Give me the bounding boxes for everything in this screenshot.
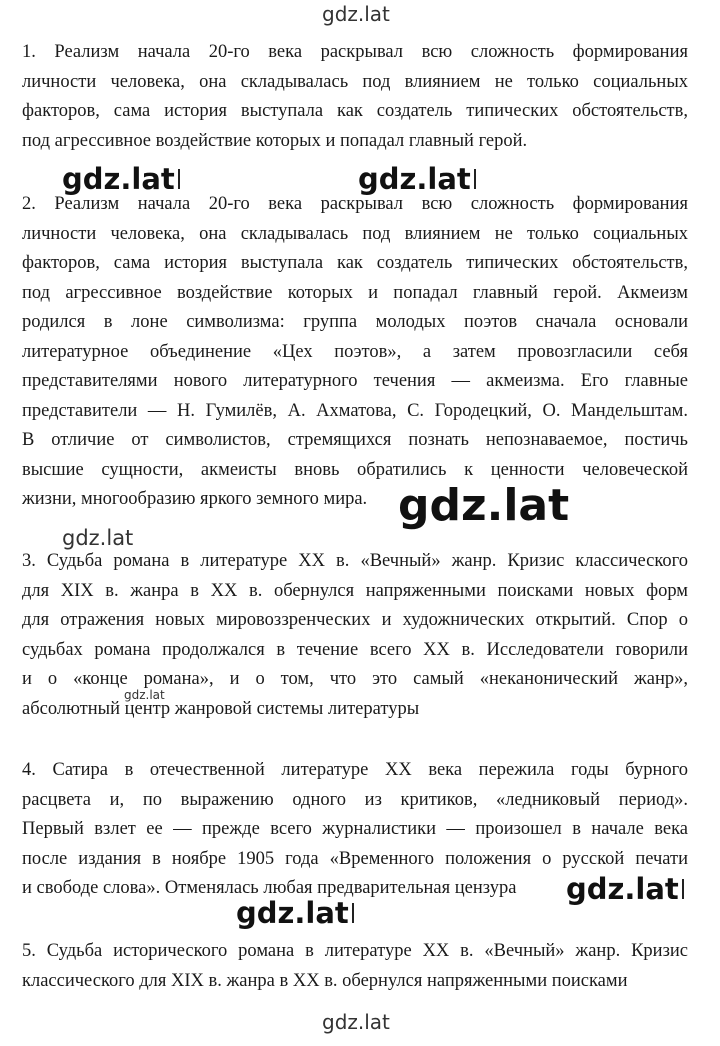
watermark-cursor-icon [682,879,684,899]
watermark-text: gdz.lat [566,872,679,906]
watermark-text: gdz.lat [62,162,175,196]
text-line: представителями нового литературного течения — акмеизма. Его главные [22,371,688,391]
watermark-large-right [566,872,684,906]
watermark-bottom: gdz.lat [322,1010,390,1034]
text-line: 2. Реализм начала 20-го века раскрывал всю сложность формирования [22,194,688,214]
text-line: под агрессивное воздействие которых и попадал главный герой. Акмеизм [22,282,688,303]
text-line: личности человека, она складывалась под влиянием не только социальных [22,223,688,244]
text-line: и свободе слова». Отменялась любая предварительная цензура [22,878,517,898]
paragraph-2 [22,190,688,515]
watermark-text: gdz.lat [358,162,471,196]
paragraph-3 [22,547,688,724]
text-line: жизни, многообразию яркого земного мира. [22,489,368,509]
text-line: под агрессивное воздействие которых и попадал главный герой. [22,130,528,151]
text-line: судьбах романа продолжался в течение всего XX в. Исследователи говорили [22,639,688,660]
watermark-top: gdz.lat [322,2,390,26]
watermark-large-center [358,162,476,196]
text-line: 5. Судьба исторического романа в литературе XX в. «Вечный» жанр. Кризис [22,941,688,961]
text-line: 1. Реализм начала 20-го века раскрывал всю сложность формирования [22,42,688,62]
text-line: родился в лоне символизма: группа молодых поэтов сначала основали [22,312,688,332]
text-line: расцвета и, по выражению одного из критиков, «ледниковый период». [22,789,688,810]
text-line: В отличие от символистов, стремящихся познать непознаваемое, постичь [22,430,688,450]
text-line: факторов, сама история выступала как создатель типических обстоятельств, [22,253,688,273]
text-line: личности человека, она складывалась под влиянием не только социальных [22,71,688,92]
text-line: для XIX в. жанра в XX в. обернулся напряженными поисками новых форм [22,580,688,601]
watermark-text: gdz.lat [236,896,349,930]
watermark-cursor-icon [352,903,354,923]
text-line: абсолютный центр жанровой системы литературы [22,698,420,719]
text-line: классического для XIX в. жанра в XX в. обернулся напряженными поисками [22,970,628,991]
text-line: Первый взлет ее — прежде всего журналистики — произошел в начале века [22,819,688,839]
watermark-tiny: gdz.lat [124,688,165,702]
text-line: 3. Судьба романа в литературе XX в. «Вечный» жанр. Кризис классического [22,551,688,571]
watermark-cursor-icon [178,169,180,189]
text-line: литературное объединение «Цех поэтов», а затем провозгласили себя [22,341,688,362]
text-line: и о «конце романа», и о том, что это самый «неканонический жанр», [22,669,688,689]
text-line: высшие сущности, акмеисты вновь обратились к ценности человеческой [22,459,688,480]
watermark-cursor-icon [474,169,476,189]
watermark-xlarge: gdz.lat [398,480,570,531]
watermark-large-lower [236,896,354,930]
paragraph-5 [22,937,688,996]
paragraph-1 [22,38,688,156]
watermark-large-left [62,162,180,196]
watermark-small-left: gdz.lat [62,526,134,550]
text-line: для отражения новых мировоззренческих и художнических открытий. Спор о [22,610,688,630]
text-line: факторов, сама история выступала как создатель типических обстоятельств, [22,101,688,121]
text-line: после издания в ноябре 1905 года «Временного положения о русской печати [22,848,688,869]
text-line: 4. Сатира в отечественной литературе XX века пережила годы бурного [22,760,688,780]
text-line: представители — Н. Гумилёв, А. Ахматова, С. Городецкий, О. Мандельштам. [22,400,688,421]
